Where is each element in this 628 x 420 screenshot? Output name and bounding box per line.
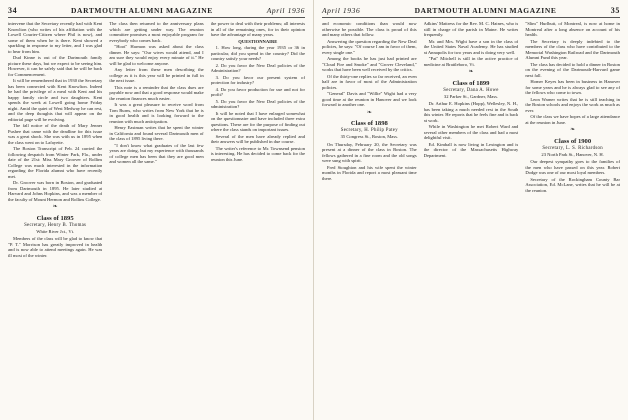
class-address: 35 Congress St., Boston, Mass.: [340, 134, 399, 139]
paragraph: "General" Davis and "Willie" Wight had a very good time at the reunion in Hanover and we look forward to another one.: [322, 91, 417, 107]
class-secretary: Secretary, L. S. Richardson: [542, 145, 603, 151]
paragraph: This note is a reminder that the class dues are payable now and that a good response would make the reunion finances much easier.: [109, 84, 204, 101]
class-address: White River Jct., Vt.: [36, 228, 75, 234]
ornament-divider: ❧: [570, 127, 576, 133]
paragraph: Of the thirty-one replies so far received, an even half are in favor of most of the Administration policies.: [322, 73, 417, 90]
ornament-divider: ❧: [52, 204, 58, 210]
paragraph: Dud Kinne is out of the Dartmouth family picture these days, but we expect to be seeing him. However, it can be safely said that he will be back for Commencement.: [8, 55, 103, 77]
class-secretary: Secretary, Dana A. Howe: [443, 87, 499, 93]
paragraph: the power to deal with their problems; all interests in all of the remaining ones, for in their opinion have the advantage of many years.: [210, 21, 305, 37]
ornament-divider: ❧: [468, 69, 474, 75]
ornament-divider: ❧: [366, 109, 372, 116]
class-title: Class of 1899: [452, 79, 490, 87]
class-secretary: Secretary, Henry B. Thomas: [24, 222, 87, 228]
paragraph: 1. How long, during the year 1935 or 36 in particular, did you spend in the country? Did the country satisfy your needs?: [210, 45, 305, 61]
paragraph: 4. Do you favor production for use and not for profit?: [210, 86, 305, 97]
paragraph: The Secretary is deeply indebted to the members of the class who have contributed to the Memorial Washington Railroad and the Dartmouth Alumni Fund this year.: [525, 38, 620, 60]
magazine-title: DARTMOUTH ALUMNI MAGAZINE: [414, 6, 557, 15]
paragraph: Mr. and Mrs. Wight have a son in the class of the United States Naval Academy. He has studied at Annapolis for two years and is doing very well.: [423, 38, 519, 55]
section-heading: QUESTIONNAIRE: [238, 38, 278, 44]
paragraph: Answering the question regarding the New Deal policies, he says: "Of course I am in favor of them, every single one.": [322, 38, 417, 55]
paragraph: 3. Do you favor our present system of protection for industry?: [210, 74, 305, 85]
paragraph: The class has decided to hold a dinner in Boston on the evening of the Dartmouth-Harvard game next fall.: [525, 61, 620, 78]
issue-date: April 1936: [266, 6, 305, 15]
running-head: [8, 6, 305, 18]
paragraph: Dr. Groover was born in Boston, and graduated from Dartmouth in 1895. He later studied at Harvard and Johns Hopkins, and was a member of the faculty of Mount Hermon and Rollins College.: [8, 180, 103, 202]
class-heading: [424, 80, 519, 100]
paragraph: The writer's reference to Mr. Townsend pension is interesting. He has decided to come back for the reunion this June.: [210, 145, 305, 162]
paragraph: Henry Eastman writes that he spent the winter in California and found several Dartmouth men of the class of 1895 living there.: [109, 125, 204, 141]
running-head: [322, 6, 620, 18]
paragraph: The class then returned to the anniversary plans which are getting under way. The reunion committee promises a most enjoyable program for everybody who comes back.: [109, 21, 204, 43]
column-2: [424, 21, 519, 420]
paragraph: and economic conditions than would now otherwise be possible. The class is proud of this and many others that follow.: [322, 21, 417, 37]
paragraph: It was a great pleasure to receive word from Tom Burns, who writes from New York that he is in good health and is looking forward to the reunion with much anticipation.: [109, 102, 204, 124]
magazine-title: DARTMOUTH ALUMNI MAGAZINE: [71, 6, 213, 15]
paragraph: intervene that the Secretary recently had with Kent Knowlton (who writes of his affiliation with the Lowell Courier-Citizen where Phil is now), and some of them when he is there. Kent showed a sparkling in response to my letter, and I was glad to hear from him.: [8, 21, 103, 54]
paragraph: Adkins' Mattress for the Rev. M. C. Haines, who is still in charge of the parish in Maine. He writes frequently.: [423, 21, 519, 37]
paragraph: It will be remembered that in 1930 the Secretary has been connected with Kent Knowlton. Indeed he had the privilege of a meal with Kent and his happy family circle and two daughters. Kent spends the week at Lowell going home Friday night. Amid the quiet of West Medway he can rest, and the deep thoughts that will appear on the editorial page will be evolving.: [8, 78, 103, 122]
right-page: [314, 0, 628, 420]
paragraph: The fall notice of the death of Mary Jenner Pushee that came with the deadline for this issue was a great shock. She was with us in 1895 when the class went on to Lafayette.: [8, 123, 103, 145]
paragraph: The Boston Transcript of Feb. 24 carried the following despatch from Winter Park, Fla., under date of the 21st: Miss Mary Groover of Rollins College was much interested in the information regarding the Florida alumni who have recently met.: [8, 146, 103, 179]
paragraph: Of the class we have hopes of a large attendance at the reunion in June.: [525, 114, 620, 125]
paragraph: It will be noted that I have enlarged somewhat on the questionnaire and have included three extra questions. These are for the purpose of finding out where the class stands on important issues.: [210, 110, 305, 132]
paragraph: 5. Do you favor the New Deal policies of the administration?: [210, 98, 305, 109]
paragraph: Members of the class will be glad to know that "P. T." Morrison has greatly improved in health and is now able to attend meetings again. He was ill most of the winter.: [8, 236, 103, 258]
class-heading: [525, 138, 620, 158]
class-heading: [322, 120, 417, 140]
paragraph: Fred Stoughton and his wife spent the winter months in Florida and report a most pleasant time there.: [322, 164, 417, 181]
paragraph: Several of the men have already replied and their answers will be published in due course.: [210, 133, 305, 144]
paragraph: While in Washington he met Robert Ward and several other members of the class and had a most delightful visit.: [423, 124, 519, 140]
paragraph: 2. Do you favor the New Deal policies of the Administration?: [210, 62, 305, 73]
paragraph: "Hoot" Harmon was asked about the class dinner. He says: "Our wives would attend, and I am sure they would enjoy every minute of it." He will be glad to welcome anyone.: [109, 44, 204, 66]
class-address: 32 Parker St., Gardner, Mass.: [443, 93, 499, 99]
paragraph: "I don't know what graduates of the last few years are doing, but my experience with thousands of college men has been that they are good men and women all the same.": [109, 142, 204, 164]
class-secretary: Secretary, H. Philip Patey: [340, 128, 398, 133]
paragraph: "Pat" Mitchell is still in the active practice of medicine at Brattleboro, Vt.: [423, 56, 519, 67]
class-heading: [8, 215, 102, 235]
paragraph: Leon Warner writes that he is still teaching in the Boston schools and enjoys the work as much as ever.: [525, 96, 620, 113]
paragraph: Homer Keyes has been in business in Hanover for some years and he is always glad to see any of the fellows who come to town.: [525, 79, 620, 95]
page-number: 34: [8, 6, 18, 15]
class-title: Class of 1895: [36, 214, 74, 222]
issue-date: April 1936: [322, 6, 361, 15]
paragraph: Our deepest sympathy goes to the families of the men who have passed on this year. Robert Dodge was one of our most loyal members.: [525, 159, 620, 175]
column-3: [211, 21, 305, 420]
paragraph: Among the books he has just had printed are "Cloud Fire and Smoke" and "Grover Cleveland," works that have been well received by the critics.: [322, 56, 417, 72]
class-title: Class of 1898: [350, 120, 388, 127]
column-3: [525, 21, 620, 420]
paragraph: Dr. Arthur E. Hopkins (Hopp), Wellesley, N. H., has been taking a much needed rest in the South this winter. He reports that he feels fine and is back at work.: [423, 101, 519, 123]
column-2: [109, 21, 203, 420]
paragraph: Ed. Kimball is now living in Lexington and is the director of the Massachusetts Highway Department.: [423, 141, 519, 158]
class-address: 23 North Park St., Hanover, N. H.: [541, 151, 604, 157]
paragraph: "Slim" Hurlbutt, of Montreal, is now at home in Montreal after a long absence on account of his health.: [525, 21, 620, 37]
column-1: [322, 21, 417, 420]
class-title: Class of 1900: [554, 137, 592, 145]
column-1: [8, 21, 102, 420]
paragraph: Secretary of the Rockingham County Bar Association, Ed. McLane, writes that he will be at the reunion.: [525, 176, 620, 193]
paragraph: Any letter from these men describing the college as it is this year will be printed in full in the next issue.: [109, 67, 204, 83]
paragraph: On Thursday, February 20, the Secretary was present at a dinner of the class in Boston. The fellows gathered in a fine room and the old songs were sung with spirit.: [322, 141, 417, 163]
page-number: 35: [610, 6, 620, 15]
